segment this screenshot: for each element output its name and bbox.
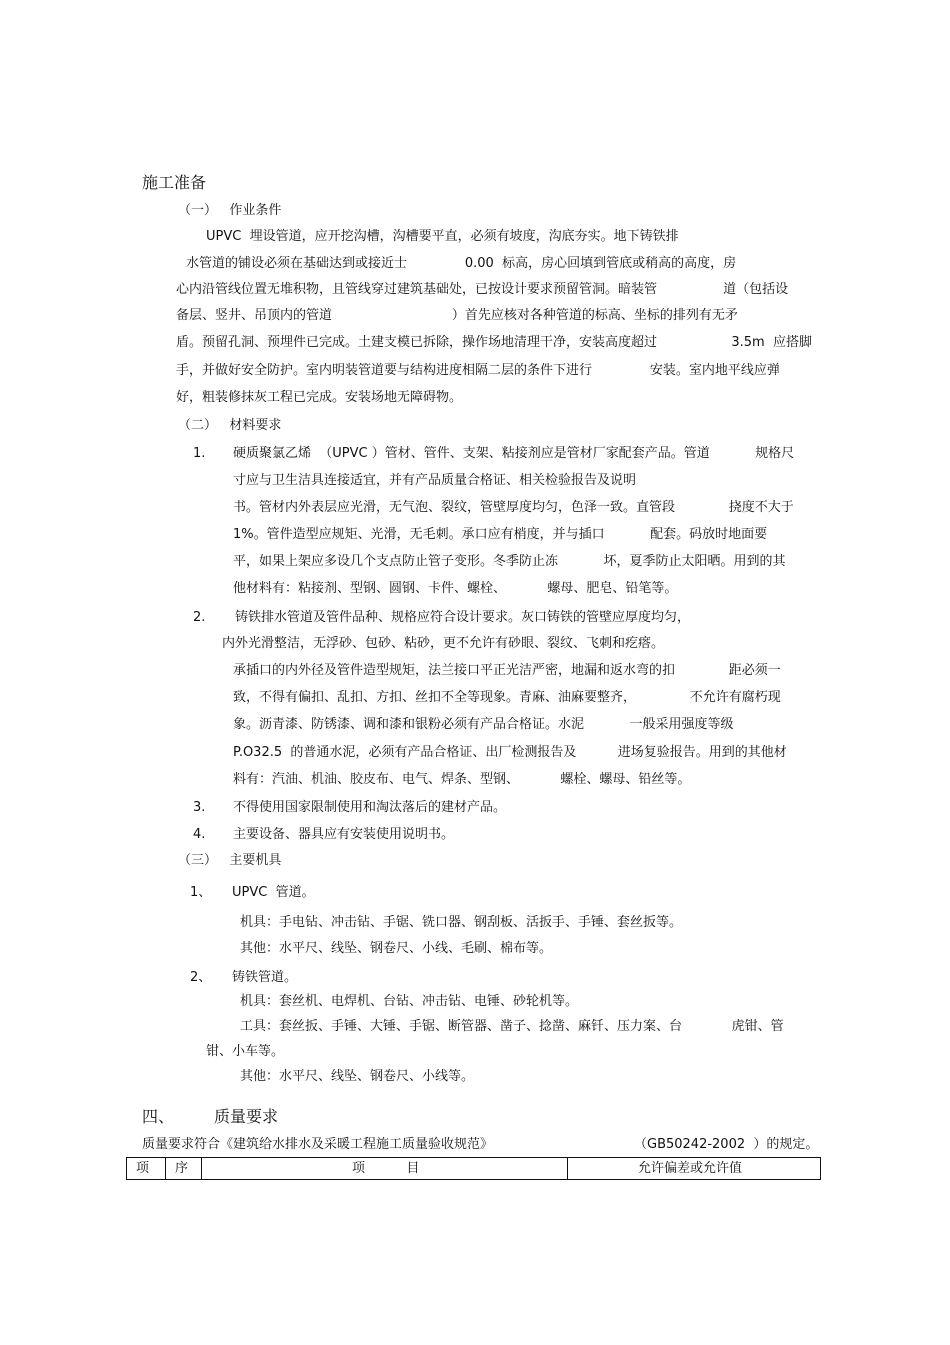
subsection-heading: （一） 作业条件: [178, 203, 282, 218]
list-number: 4.: [193, 827, 206, 842]
table-header-cell: 项 目: [202, 1158, 568, 1179]
paragraph-line: 其他：水平尺、线坠、钢卷尺、小线等。: [240, 1069, 475, 1084]
paragraph-line: 备层、竖井、吊顶内的管道 ）首先应核对各种管道的标高、坐标的排列有无矛: [176, 308, 738, 323]
paragraph-line: 盾。预留孔洞、预埋件已完成。土建支模已拆除，操作场地清理干净，安装高度超过 3.5m 应搭脚: [176, 335, 812, 350]
paragraph-line: 不得使用国家限制使用和淘汰落后的建材产品。: [233, 800, 507, 815]
paragraph-line: 致，不得有偏扣、乱扣、方扣、丝扣不全等现象。青麻、油麻要整齐， 不允许有腐朽现: [233, 690, 781, 705]
paragraph-line: 其他：水平尺、线坠、钢卷尺、小线、毛刷、棉布等。: [240, 941, 553, 956]
list-number: 1.: [193, 446, 206, 461]
paragraph-line: 料有：汽油、机油、胶皮布、电气、焊条、型钢、 螺栓、螺母、铅丝等。: [233, 772, 691, 787]
paragraph-line: 内外光滑整洁，无浮砂、包砂、粘砂，更不允许有砂眼、裂纹、飞刺和疙瘩。: [222, 636, 665, 651]
list-number: 3.: [193, 800, 206, 815]
paragraph-line: 承插口的内外径及管件造型规矩，法兰接口平正光洁严密，地漏和返水弯的扣 距必须一: [233, 663, 781, 678]
paragraph-line: 1%。管件造型应规矩、光滑，无毛刺。承口应有梢度，并与插口 配套。码放时地面要: [233, 527, 768, 542]
paragraph-line: 主要设备、器具应有安装使用说明书。: [233, 827, 455, 842]
section-title: 施工准备: [142, 173, 207, 192]
list-number: 2.: [193, 610, 206, 625]
paragraph-line: UPVC 埋设管道，应开挖沟槽，沟槽要平直，必须有坡度，沟底夯实。地下铸铁排: [206, 229, 679, 244]
paragraph-line: 硬质聚氯乙烯 （UPVC ）管材、管件、支架、粘接剂应是管材厂家配套产品。管道 规格尺: [233, 446, 795, 461]
paragraph-line: 象。沥青漆、防锈漆、调和漆和银粉必须有产品合格证。水泥 一般采用强度等级: [233, 717, 734, 732]
section-title: 质量要求: [214, 1107, 279, 1126]
paragraph-line: 心内沿管线位置无堆积物，且管线穿过建筑基础处，已按设计要求预留管洞。暗装管 道（包括设: [176, 282, 789, 297]
tool-group-title: UPVC 管道。: [232, 885, 315, 900]
table-header-cell: 允许偏差或允许值: [638, 1161, 743, 1176]
paragraph-line: 手，并做好安全防护。室内明装管道要与结构进度相隔二层的条件下进行 安装。室内地平线应弹: [176, 363, 780, 378]
quality-intro: 质量要求符合《建筑给水排水及采暖工程施工质量验收规范》: [142, 1137, 494, 1152]
paragraph-line: 平，如果上架应多设几个支点防止管子变形。冬季防止冻 坏，夏季防止太阳晒。用到的其: [233, 554, 786, 569]
paragraph-line: 铸铁排水管道及管件品种、规格应符合设计要求。灰口铸铁的管壁应厚度均匀，: [235, 610, 691, 625]
paragraph-line: P.O32.5 的普通水泥，必须有产品合格证、出厂检测报告及 进场复验报告。用到的其他材: [233, 745, 787, 760]
paragraph-line: 工具：套丝扳、手锤、大锤、手锯、断管器、凿子、捻凿、麻钎、压力案、台 虎钳、管: [240, 1019, 784, 1034]
table-header-cell: 项: [127, 1158, 166, 1179]
tool-group-title: 铸铁管道。: [232, 970, 298, 985]
paragraph-line: 他材料有：粘接剂、型钢、圆钢、卡件、螺栓、 螺母、肥皂、铅笔等。: [233, 581, 678, 596]
paragraph-line: 寸应与卫生洁具连接适宜，并有产品质量合格证、相关检验报告及说明: [233, 473, 637, 488]
section-number: 四、: [142, 1107, 175, 1126]
subsection-heading: （三） 主要机具: [178, 853, 282, 868]
list-number: 2、: [190, 970, 212, 985]
table-header-cell: 序: [166, 1158, 202, 1179]
paragraph-line: 机具：手电钻、冲击钻、手锯、铣口器、钢刮板、活扳手、手锤、套丝扳等。: [240, 915, 683, 930]
paragraph-line: 机具：套丝机、电焊机、台钻、冲击钻、电锤、砂轮机等。: [240, 994, 579, 1009]
paragraph-line: 钳、小车等。: [206, 1044, 285, 1059]
subsection-heading: （二） 材料要求: [178, 418, 282, 433]
paragraph-line: 书。管材内外表层应光滑，无气泡、裂纹，管壁厚度均匀，色泽一致。直管段 挠度不大于: [233, 500, 794, 515]
paragraph-line: 水管道的铺设必须在基础达到或接近士 0.00 标高，房心回填到管底或稍高的高度，房: [186, 256, 737, 271]
paragraph-line: 好，粗装修抹灰工程已完成。安装场地无障碍物。: [176, 390, 463, 405]
quality-table: [126, 1157, 821, 1180]
list-number: 1、: [190, 885, 212, 900]
standard-reference: （GB50242-2002 ）的规定。: [634, 1137, 819, 1152]
